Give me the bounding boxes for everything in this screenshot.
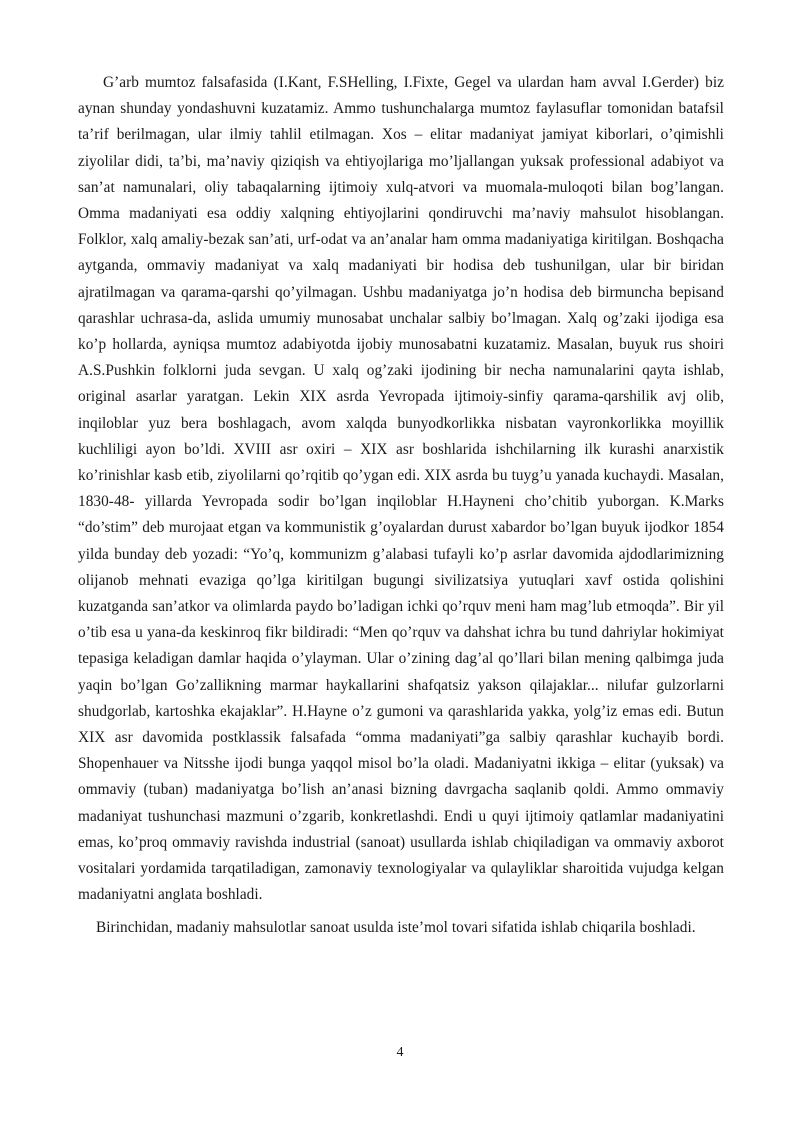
paragraph: Birinchidan, madaniy mahsulotlar sanoat usulda iste’mol tovari sifatida ishlab chiqarila boshladi. [96, 918, 696, 936]
document-body [78, 70, 724, 941]
page-number: 4 [396, 1045, 404, 1060]
paragraph: G’arb mumtoz falsafasida (I.Kant, F.SHelling, I.Fixte, Gegel va ulardan ham avval I.Gerder) biz aynan shunday yondashuvni kuzatamiz. Ammo tushunchalarga mumtoz faylasuflar tomonidan batafsil ta’rif berilmagan, ular ilmiy tahlil etilmagan. Xos – elitar madaniyat jamiyat kiborlari, o’qimishli ziyolilar didi, ta’bi, ma’naviy qiziqish va ehtiyojlariga mo’ljallangan yuksak professional adabiyot va san’at namunalari, oliy tabaqalarning ijtimoiy xulq-atvori va muomala-muloqoti bilan bog’langan. Omma madaniyati esa oddiy xalqning ehtiyojlarini qondiruvchi ma’naviy mahsulot hisoblangan. Folklor, xalq amaliy-bezak san’ati, urf-odat va an’analar ham omma madaniyatiga kiritilgan. Boshqacha aytganda, ommaviy madaniyat va xalq madaniyati bir hodisa deb tushunilgan, ular bir biridan ajratilmagan va qarama-qarshi qo’yilmagan. Ushbu madaniyatga jo’n hodisa deb birmuncha bepisand qarashlar uchrasa-da, aslida umumiy munosabat unchalar salbiy bo’lmagan. Xalq og’zaki ijodiga esa ko’p hollarda, ayniqsa mumtoz adabiyotda ijobiy munosabatni kuzatamiz. Masalan, buyuk rus shoiri A.S.Pushkin folklorni juda sevgan. U xalq og’zaki ijodining bir necha namunalarini qayta ishlab, original asarlar yaratgan. Lekin XIX asrda Yevropada ijtimoiy-sinfiy qarama-qarshilik avj olib, inqiloblar yuz bera boshlagach, avom xalqda bunyodkorlikka nisbatan vayronkorlikka moyillik kuchliligi ayon bo’ldi. XVIII asr oxiri – XIX asr boshlarida ishchilarning ilk kurashi anarxistik ko’rinishlar kasb etib, ziyolilarni qo’rqitib qo’ygan edi. XIX asrda bu tuyg’u yanada kuchaydi. Masalan, 1830-48- yillarda Yevropada sodir bo’lgan inqiloblar H.Hayneni cho’chitib yuborgan. K.Marks “do’stim” deb murojaat etgan va kommunistik g’oyalardan durust xabardor bo’lgan buyuk ijodkor 1854 yilda bunday deb yozadi: “Yo’q, kommunizm g’alabasi tufayli ko’p asrlar davomida ajdodlarimizning olijanob mehnati evaziga qo’lga kiritilgan bugungi sivilizatsiya yutuqlari xavf ostida qolishini kuzatganda san’atkor va olimlarda paydo bo’ladigan ichki qo’rquv meni ham mag’lub etmoqda”. Bir yil o’tib esa u yana-da keskinroq fikr bildiradi: “Men qo’rquv va dahshat ichra bu tund dahriylar hokimiyat tepasiga keladigan damlar haqida o’ylayman. Ular o’zining dag’al qo’llari bilan mening qalbimga juda yaqin bo’lgan Go’zallikning marmar haykallarini shafqatsiz yakson qilajaklar... nilufar gulzorlarni shudgorlab, kartoshka ekajaklar”. H.Hayne o’z gumoni va qarashlarida yakka, yolg’iz emas edi. Butun XIX asr davomida postklassik falsafada “omma madaniyati”ga salbiy qarashlar kuchayib bordi. Shopenhauer va Nitsshe ijodi bunga yaqqol misol bo’la oladi. Madaniyatni ikkiga – elitar (yuksak) va ommaviy (tuban) madaniyatga bo’lish an’anasi bizning davrgacha saqlanib qoldi. Ammo ommaviy madaniyat tushunchasi mazmuni o’zgarib, konkretlashdi. Endi u quyi ijtimoiy qatlamlar madaniyatini emas, ko’proq ommaviy ravishda industrial (sanoat) usullarda ishlab chiqiladigan va ommaviy axborot vositalari yordamida tarqatiladigan, zamonaviy texnologiyalar va qulayliklar sharoitida vujudga kelgan madaniyatni anglata boshladi. [78, 74, 724, 904]
